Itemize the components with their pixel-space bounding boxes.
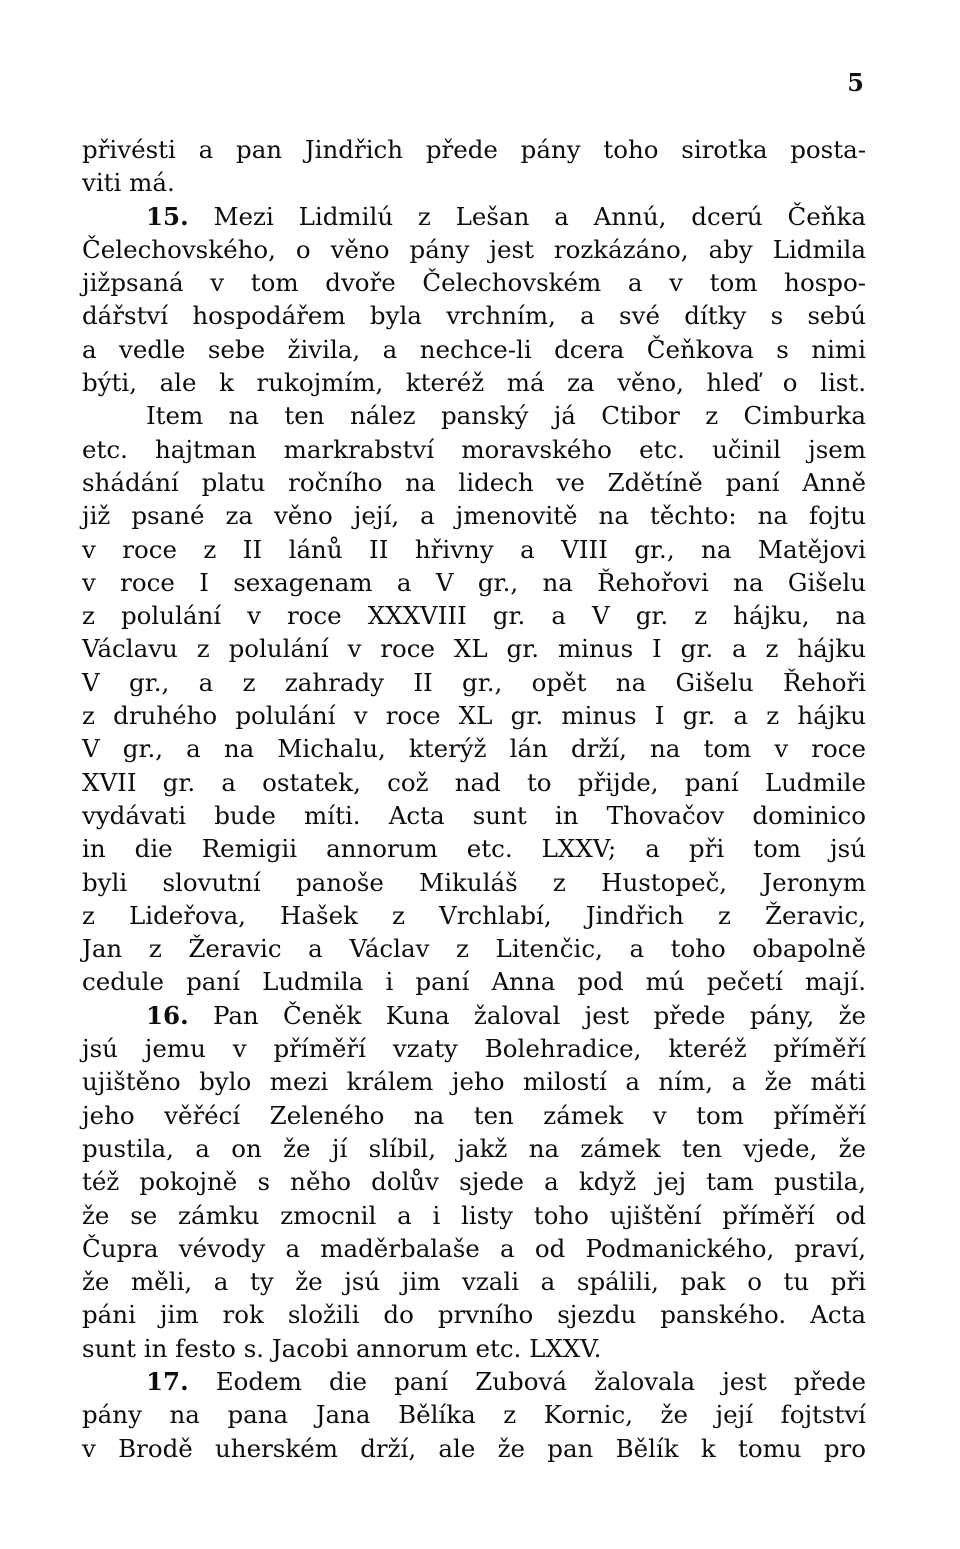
text-line <box>82 499 866 532</box>
text-line <box>82 666 866 699</box>
text-line <box>82 1265 866 1298</box>
section-number: 15. <box>146 201 189 231</box>
text-line <box>82 1132 866 1165</box>
line-text: Čupra vévody a maděrbalaše a od Podmanického, praví, <box>82 1233 866 1263</box>
line-text: v roce z II lánů II hřivny a VIII gr., na Matějovi <box>82 534 866 564</box>
text-line <box>82 1199 866 1232</box>
text-line <box>82 399 866 432</box>
text-line <box>82 1332 866 1365</box>
body-text <box>82 133 866 1465</box>
line-text: jižpsaná v tom dvoře Čelechovském a v tom hospo- <box>82 268 866 298</box>
line-text: z Lideřova, Hašek z Vrchlabí, Jindřich z Žeravic, <box>82 900 866 930</box>
line-text: pány na pana Jana Bělíka z Kornic, že její fojtství <box>82 1400 866 1430</box>
text-line <box>82 899 866 932</box>
line-text: Václavu z polulání v roce XL gr. minus I gr. a z hájku <box>82 634 866 664</box>
text-line <box>82 533 866 566</box>
text-line <box>82 266 866 299</box>
line-text: Mezi Lidmilú z Lešan a Annú, dcerú Čeňka <box>213 201 867 231</box>
text-line <box>82 732 866 765</box>
text-line <box>82 1065 866 1098</box>
text-line <box>82 1165 866 1198</box>
text-line <box>82 433 866 466</box>
text-line <box>82 866 866 899</box>
text-line <box>82 599 866 632</box>
line-text: ujištěno bylo mezi králem jeho milostí a ním, a že máti <box>82 1067 866 1097</box>
text-line <box>82 166 866 199</box>
line-text: cedule paní Ludmila i paní Anna pod mú pečetí mají. <box>82 967 866 997</box>
line-text: páni jim rok složili do prvního sjezdu panského. Acta <box>82 1300 866 1330</box>
line-text: Čelechovského, o věno pány jest rozkázáno, aby Lidmila <box>82 234 866 264</box>
text-line <box>82 466 866 499</box>
line-text: jeho věřécí Zeleného na ten zámek v tom příměří <box>82 1100 866 1130</box>
text-line <box>82 1298 866 1331</box>
text-line <box>82 932 866 965</box>
text-line <box>82 1398 866 1431</box>
line-text: Pan Čeněk Kuna žaloval jest přede pány, že <box>212 1000 866 1030</box>
line-text: z polulání v roce XXXVIII gr. a V gr. z hájku, na <box>82 601 866 631</box>
text-line <box>82 566 866 599</box>
line-text: V gr., a z zahrady II gr., opět na Gišelu Řehoři <box>82 667 866 697</box>
line-text: z druhého polulání v roce XL gr. minus I gr. a z hájku <box>82 701 866 731</box>
text-line <box>82 1232 866 1265</box>
line-text: etc. hajtman markrabství moravského etc. učinil jsem <box>82 434 866 464</box>
line-text: přivésti a pan Jindřich přede pány toho sirotka posta- <box>82 135 866 164</box>
text-line <box>82 699 866 732</box>
text-line <box>82 999 866 1032</box>
line-text: že se zámku zmocnil a i listy toho ujištění příměří od <box>82 1200 866 1230</box>
line-text: Eodem die paní Zubová žalovala jest přede <box>215 1366 866 1396</box>
page-number: 5 <box>847 68 864 97</box>
section-number: 17. <box>146 1366 189 1396</box>
line-text: viti má. <box>82 168 175 198</box>
text-line <box>82 200 866 233</box>
line-text: v roce I sexagenam a V gr., na Řehořovi na Gišelu <box>82 567 866 597</box>
text-line <box>82 832 866 865</box>
text-line <box>82 1365 866 1398</box>
line-text: pustila, a on že jí slíbil, jakž na zámek ten vjede, že <box>82 1133 866 1163</box>
text-line <box>82 632 866 665</box>
line-text: Jan z Žeravic a Václav z Litenčic, a toho obapolně <box>82 934 866 964</box>
line-text: shádání platu ročního na lidech ve Zdětíně paní Anně <box>82 467 866 497</box>
text-line <box>82 133 866 166</box>
text-line <box>82 1099 866 1132</box>
text-line <box>82 366 866 399</box>
text-line <box>82 233 866 266</box>
line-text: již psané za věno její, a jmenovitě na těchto: na fojtu <box>82 501 866 531</box>
line-text: dářství hospodářem byla vrchním, a své dítky s sebú <box>82 301 866 331</box>
line-text: XVII gr. a ostatek, což nad to přijde, paní Ludmile <box>82 767 866 797</box>
text-line <box>82 766 866 799</box>
line-text: že měli, a ty že jsú jim vzali a spálili, pak o tu při <box>82 1267 866 1297</box>
line-text: byli slovutní panoše Mikuláš z Hustopeč, Jeronym <box>82 867 866 897</box>
section-number: 16. <box>146 1000 189 1030</box>
line-text: V gr., a na Michalu, kterýž lán drží, na tom v roce <box>82 734 866 764</box>
line-text: jsú jemu v příměří vzaty Bolehradice, kteréž příměří <box>82 1034 866 1064</box>
text-line <box>82 799 866 832</box>
line-text: Item na ten nález panský já Ctibor z Cimburka <box>146 401 866 431</box>
line-text: též pokojně s něho dolův sjede a když jej tam pustila, <box>82 1167 866 1197</box>
line-text: v Brodě uherském drží, ale že pan Bělík k tomu pro <box>82 1433 866 1463</box>
text-line <box>82 1432 866 1465</box>
line-text: sunt in festo s. Jacobi annorum etc. LXXV. <box>82 1333 602 1363</box>
text-line <box>82 965 866 998</box>
line-text: vydávati bude míti. Acta sunt in Thovačov dominico <box>82 800 866 830</box>
line-text: in die Remigii annorum etc. LXXV; a při tom jsú <box>82 834 866 864</box>
text-line <box>82 299 866 332</box>
line-text: býti, ale k rukojmím, kteréž má za věno, hleď o list. <box>82 368 866 398</box>
text-line <box>82 1032 866 1065</box>
text-line <box>82 333 866 366</box>
line-text: a vedle sebe živila, a nechce-li dcera Čeňkova s nimi <box>82 334 866 364</box>
